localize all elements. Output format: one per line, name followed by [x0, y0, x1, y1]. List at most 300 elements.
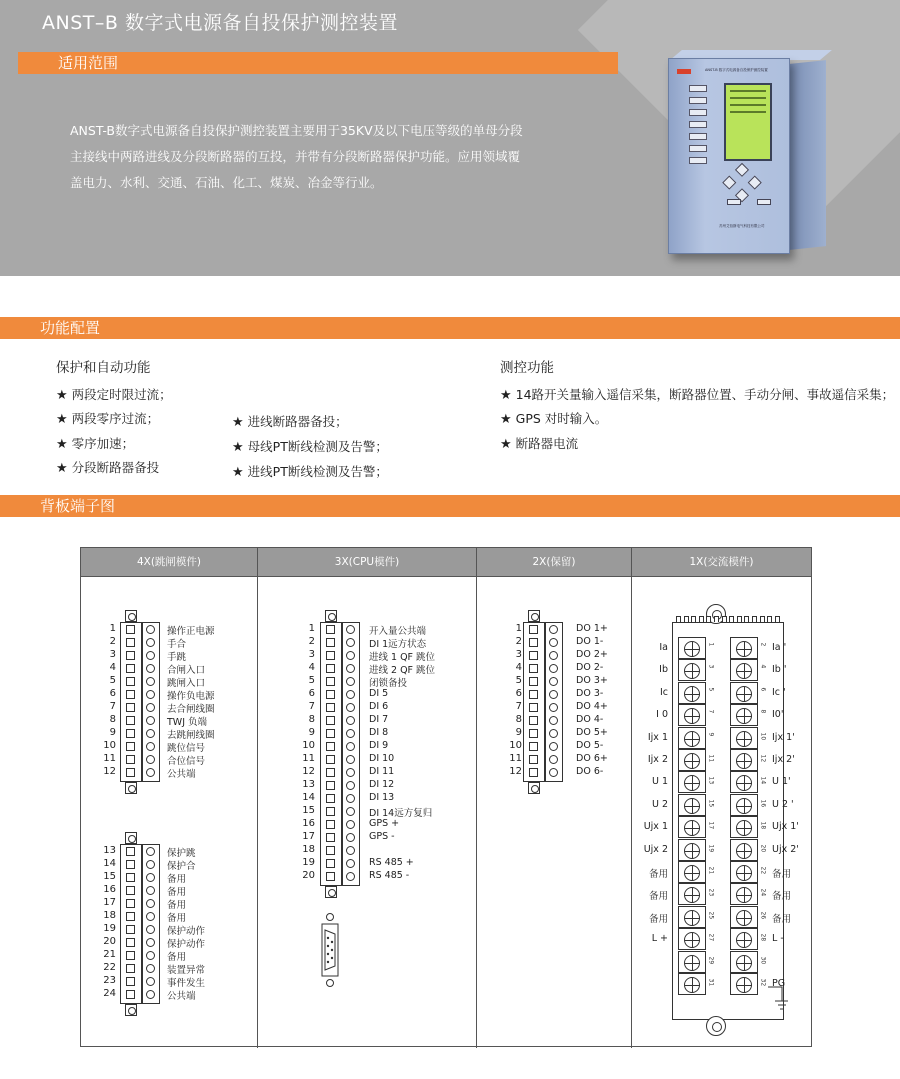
star-icon: ★ [500, 412, 512, 427]
terminal-socket [326, 625, 335, 634]
terminal-label: DO 4+ [576, 701, 608, 712]
ac-label-left: Ib [659, 664, 668, 676]
pin-number: 22 [759, 866, 767, 875]
feature-item: ★ 母线PT断线检测及告警； [232, 439, 388, 455]
ac-terminal [730, 682, 758, 704]
terminal-number: 3 [515, 649, 522, 660]
terminal-label: 备用 [167, 887, 187, 898]
ac-label-right: U 1' [772, 776, 791, 788]
pin-number: 2 [759, 642, 767, 647]
terminal-contact [146, 690, 155, 699]
ac-terminal [730, 659, 758, 681]
terminal-contact [346, 742, 355, 751]
terminal-contact [146, 899, 155, 908]
terminal-socket [126, 768, 135, 777]
divider [476, 548, 477, 1048]
terminal-socket [326, 664, 335, 673]
header-4x: 4X(跳闸模件) [81, 548, 257, 576]
ac-label-left: 备用 [648, 913, 668, 925]
ac-terminal [730, 928, 758, 950]
terminal-socket [326, 755, 335, 764]
comb-tooth [714, 616, 719, 622]
divider [81, 576, 811, 577]
terminal-contact [146, 860, 155, 869]
terminal-label: 合闸入口 [167, 665, 206, 676]
ac-label-right: I0' [772, 709, 784, 721]
terminal-contact [146, 729, 155, 738]
pin-number: 12 [759, 754, 767, 763]
terminal-label: 去合闸线圈 [167, 704, 215, 715]
terminal-contact [146, 742, 155, 751]
terminal-label: DO 3- [576, 688, 604, 699]
terminal-contact [346, 872, 355, 881]
pin-number: 23 [707, 888, 715, 897]
terminal-label: DO 6- [576, 766, 604, 777]
ac-label-left: Ujx 2 [643, 843, 668, 855]
terminal-number: 10 [302, 740, 315, 751]
ac-terminal [678, 794, 706, 816]
terminal-contact [346, 859, 355, 868]
terminal-label: 闭锁备投 [369, 678, 408, 689]
terminal-contact [346, 820, 355, 829]
terminal-number: 24 [103, 988, 116, 999]
device-nameplate: ANST-B 数字式电源备自投保护测控装置 [705, 68, 768, 72]
ac-terminal [678, 682, 706, 704]
ac-label-left: 备用 [648, 891, 668, 903]
pin-number: 17 [707, 821, 715, 830]
terminal-socket [126, 729, 135, 738]
ac-terminal [730, 951, 758, 973]
ac-terminal [730, 637, 758, 659]
ac-terminal [678, 928, 706, 950]
terminal-label: 公共端 [167, 991, 196, 1002]
ac-label-left: L + [651, 933, 668, 945]
terminal-number: 4 [308, 662, 315, 673]
terminal-contact [549, 729, 558, 738]
pin-number: 30 [759, 956, 767, 964]
terminal-socket [126, 638, 135, 647]
terminal-label: DI 1远方状态 [369, 639, 427, 650]
ac-terminal [678, 861, 706, 883]
terminal-label: 保护动作 [167, 926, 206, 937]
terminal-socket [326, 768, 335, 777]
device-button [689, 157, 707, 164]
terminal-socket [529, 677, 538, 686]
terminal-number: 1 [308, 623, 315, 634]
terminal-label: 进线 2 QF 跳位 [369, 665, 436, 676]
terminal-label: 手合 [167, 639, 187, 650]
pin-number: 8 [759, 709, 767, 714]
device-image [668, 58, 790, 254]
protect-title: 保护和自动功能 [56, 360, 151, 376]
feature-item: ★ 分段断路器备投 [56, 460, 160, 476]
terminal-socket [126, 847, 135, 856]
terminal-number: 16 [302, 818, 315, 829]
terminal-socket [126, 977, 135, 986]
terminal-socket [529, 638, 538, 647]
terminal-number: 8 [515, 714, 522, 725]
ac-terminal [678, 704, 706, 726]
terminal-number: 4 [109, 662, 116, 673]
device-button [689, 145, 707, 152]
device-button [689, 85, 707, 92]
terminal-socket [529, 742, 538, 751]
terminal-number: 11 [302, 753, 315, 764]
mount-screw [125, 610, 137, 622]
device-button [757, 199, 771, 205]
ac-terminal [678, 839, 706, 861]
pin-number: 31 [707, 978, 715, 987]
terminal-label: GPS - [369, 831, 395, 842]
terminal-label: DI 5 [369, 688, 389, 699]
ac-terminal [678, 771, 706, 793]
divider [257, 548, 258, 1048]
terminal-label: DI 11 [369, 766, 395, 777]
pin-number: 29 [707, 956, 715, 964]
terminal-number: 19 [103, 923, 116, 934]
terminal-socket [326, 872, 335, 881]
ac-terminal [730, 794, 758, 816]
terminal-socket [126, 664, 135, 673]
terminal-number: 6 [308, 688, 315, 699]
terminal-contact [146, 925, 155, 934]
terminal-label: 开入量公共端 [369, 626, 427, 637]
terminal-contact [146, 651, 155, 660]
terminal-label: 装置异常 [167, 965, 206, 976]
terminal-contact [346, 755, 355, 764]
terminal-socket [326, 729, 335, 738]
terminal-contact [146, 768, 155, 777]
terminal-number: 12 [302, 766, 315, 777]
pin-number: 14 [759, 776, 767, 785]
comb-tooth [676, 616, 681, 622]
mount-screw [125, 782, 137, 794]
terminal-number: 20 [302, 870, 315, 881]
header-1x: 1X(交流模件) [632, 548, 811, 576]
feature-item: ★ 进线PT断线检测及告警； [232, 464, 388, 480]
ac-terminal [730, 883, 758, 905]
terminal-label: 备用 [167, 874, 187, 885]
terminal-contact [346, 651, 355, 660]
terminal-label: 操作正电源 [167, 626, 215, 637]
device-logo [677, 69, 691, 74]
comb-tooth [744, 616, 749, 622]
pin-number: 19 [707, 844, 715, 852]
terminal-contact [146, 938, 155, 947]
ac-terminal [730, 704, 758, 726]
ac-label-left: 备用 [648, 869, 668, 880]
terminal-socket [326, 690, 335, 699]
terminal-socket [529, 755, 538, 764]
terminal-contact [549, 690, 558, 699]
terminal-number: 21 [103, 949, 116, 960]
terminal-label: DI 9 [369, 740, 389, 751]
terminal-label: DI 7 [369, 714, 389, 725]
pin-number: 9 [707, 732, 715, 736]
terminal-label: DI 14远方复归 [369, 808, 433, 819]
ac-label-right: Ijx 1' [772, 731, 795, 743]
terminal-socket [126, 716, 135, 725]
terminal-number: 14 [103, 858, 116, 869]
ac-label-right: Ijx 2' [772, 754, 795, 765]
terminal-socket [126, 873, 135, 882]
terminal-contact [146, 755, 155, 764]
feature-item: ★ 零序加速； [56, 436, 135, 452]
ac-label-left: U 1 [651, 776, 668, 788]
terminal-number: 15 [302, 805, 315, 816]
feature-item: ★ 断路器电流 [500, 436, 579, 452]
terminal-label: DI 6 [369, 701, 389, 712]
terminal-label: DO 5- [576, 740, 604, 751]
terminal-number: 11 [509, 753, 522, 764]
device-button [727, 199, 741, 205]
page-title: ANST–B 数字式电源备自投保护测控装置 [42, 12, 398, 34]
mount-screw [125, 832, 137, 844]
terminal-socket [529, 625, 538, 634]
terminal-socket [126, 886, 135, 895]
terminal-label: 进线 1 QF 跳位 [369, 652, 436, 663]
terminal-label: DO 1- [576, 636, 604, 647]
terminal-contact [146, 625, 155, 634]
terminal-contact [549, 664, 558, 673]
terminal-label: TWJ 负端 [167, 717, 208, 728]
terminal-contact [346, 638, 355, 647]
terminal-socket [529, 716, 538, 725]
terminal-socket [326, 716, 335, 725]
terminal-contact [549, 755, 558, 764]
terminal-label: 公共端 [167, 769, 196, 780]
terminal-socket [126, 651, 135, 660]
terminal-socket [326, 794, 335, 803]
ac-terminal [730, 906, 758, 928]
terminal-label: 保护合 [167, 861, 196, 872]
ac-label-right: Ic ' [772, 686, 786, 698]
device-button [689, 97, 707, 104]
terminal-contact [549, 638, 558, 647]
ac-label-left: U 2 [651, 798, 668, 810]
ac-terminal [678, 727, 706, 749]
terminal-label: 跳闸入口 [167, 678, 206, 689]
section-title-scope: 适用范围 [58, 54, 119, 72]
terminal-contact [346, 768, 355, 777]
terminal-socket [126, 625, 135, 634]
terminal-contact [346, 690, 355, 699]
terminal-number: 11 [103, 753, 116, 764]
terminal-contact [346, 781, 355, 790]
ac-label-right: 备用 [772, 869, 792, 880]
terminal-number: 17 [103, 897, 116, 908]
comb-tooth [699, 616, 704, 622]
ac-terminal [678, 951, 706, 973]
pin-number: 26 [759, 911, 767, 919]
terminal-label: DO 3+ [576, 675, 608, 686]
pin-number: 1 [707, 642, 715, 647]
terminal-label: DI 8 [369, 727, 389, 738]
terminal-number: 2 [308, 636, 315, 647]
comb-tooth [722, 616, 727, 622]
terminal-contact [146, 703, 155, 712]
pin-number: 25 [707, 911, 715, 919]
terminal-number: 6 [109, 688, 116, 699]
star-icon: ★ [56, 437, 68, 452]
terminal-contact [549, 716, 558, 725]
terminal-socket [326, 742, 335, 751]
ac-label-right: L - [772, 933, 784, 945]
terminal-number: 9 [308, 727, 315, 738]
terminal-contact [346, 703, 355, 712]
ac-terminal [678, 816, 706, 838]
ac-terminal [678, 749, 706, 771]
terminal-label: DO 1+ [576, 623, 608, 634]
terminal-number: 9 [109, 727, 116, 738]
terminal-label: 保护动作 [167, 939, 206, 950]
ac-terminal [730, 861, 758, 883]
terminal-number: 12 [103, 766, 116, 777]
terminal-number: 9 [515, 727, 522, 738]
terminal-number: 4 [515, 662, 522, 673]
star-icon: ★ [500, 388, 512, 403]
terminal-label: 备用 [167, 952, 187, 963]
terminal-contact [549, 677, 558, 686]
terminal-number: 5 [515, 675, 522, 686]
terminal-socket [529, 768, 538, 777]
terminal-number: 7 [308, 701, 315, 712]
ac-label-right: 备用 [772, 913, 792, 925]
section-bar-functions [0, 317, 900, 339]
terminal-socket [126, 755, 135, 764]
header-2x: 2X(保留) [477, 548, 631, 576]
terminal-number: 5 [308, 675, 315, 686]
terminal-number: 17 [302, 831, 315, 842]
mount-screw [528, 782, 540, 794]
ac-label-left: I 0 [656, 709, 668, 721]
terminal-number: 14 [302, 792, 315, 803]
terminal-label: 保护跳 [167, 848, 196, 859]
terminal-contact [146, 990, 155, 999]
terminal-contact [146, 873, 155, 882]
terminal-contact [549, 625, 558, 634]
mount-screw [325, 610, 337, 622]
terminal-socket [326, 859, 335, 868]
terminal-number: 5 [109, 675, 116, 686]
terminal-number: 10 [103, 740, 116, 751]
ac-terminal [730, 749, 758, 771]
terminal-socket [126, 951, 135, 960]
star-icon: ★ [56, 388, 68, 403]
terminal-label: DO 2+ [576, 649, 608, 660]
terminal-contact [549, 742, 558, 751]
pin-number: 5 [707, 687, 715, 692]
terminal-label: 备用 [167, 913, 187, 924]
terminal-number: 23 [103, 975, 116, 986]
terminal-number: 18 [302, 844, 315, 855]
ac-terminal [678, 659, 706, 681]
terminal-contact [146, 664, 155, 673]
ac-terminal [678, 637, 706, 659]
terminal-label: 跳位信号 [167, 743, 206, 754]
terminal-contact [346, 833, 355, 842]
terminal-number: 13 [302, 779, 315, 790]
terminal-label: GPS + [369, 818, 400, 829]
terminal-socket [529, 729, 538, 738]
mount-screw [325, 886, 337, 898]
section-bar-scope [18, 52, 618, 74]
ac-terminal [730, 771, 758, 793]
terminal-number: 1 [515, 623, 522, 634]
terminal-contact [346, 677, 355, 686]
ac-terminal [730, 973, 758, 995]
terminal-socket [126, 964, 135, 973]
ac-label-right: Ujx 1' [772, 821, 799, 833]
terminal-contact [146, 847, 155, 856]
terminal-socket [529, 690, 538, 699]
terminal-label: DI 10 [369, 753, 395, 764]
terminal-contact [146, 677, 155, 686]
star-icon: ★ [232, 440, 244, 455]
terminal-number: 8 [308, 714, 315, 725]
pin-number: 18 [759, 821, 767, 830]
terminal-contact [346, 625, 355, 634]
pin-number: 24 [759, 888, 767, 897]
terminal-number: 13 [103, 845, 116, 856]
header-3x: 3X(CPU模件) [258, 548, 476, 576]
terminal-contact [346, 794, 355, 803]
ac-terminal [678, 906, 706, 928]
terminal-label: 操作负电源 [167, 691, 215, 702]
measure-title: 测控功能 [500, 360, 554, 376]
terminal-contact [549, 703, 558, 712]
intro-text: ANST-B数字式电源备自投保护测控装置主要用于35KV及以下电压等级的单母分段主接线中两路进线及分段断路器的互投，并带有分段断路器保护功能。应用领域覆盖电力、水利、交通、石油、化工、煤炭、冶金等行业。 [70, 123, 523, 190]
ac-terminal [730, 816, 758, 838]
ac-label-left: Ijx 1 [647, 731, 668, 743]
terminal-label: RS 485 - [369, 870, 410, 881]
ac-label-right: Ib ' [772, 664, 787, 676]
section-bar-terminal [0, 495, 900, 517]
terminal-contact [146, 886, 155, 895]
terminal-number: 3 [308, 649, 315, 660]
terminal-number: 1 [109, 623, 116, 634]
terminal-number: 12 [509, 766, 522, 777]
pin-number: 21 [707, 866, 715, 875]
terminal-number: 20 [103, 936, 116, 947]
terminal-label: 手跳 [167, 652, 187, 663]
pin-number: 10 [759, 732, 767, 740]
feature-item: ★ GPS 对时输入。 [500, 411, 608, 427]
pin-number: 11 [707, 754, 715, 763]
terminal-socket [126, 690, 135, 699]
comb-tooth [767, 616, 772, 622]
terminal-socket [126, 860, 135, 869]
terminal-label: DO 2- [576, 662, 604, 673]
divider [631, 548, 632, 1048]
ac-label-left: Ic [659, 686, 668, 698]
terminal-number: 7 [515, 701, 522, 712]
ac-terminal [730, 839, 758, 861]
terminal-label: 去跳闸线圈 [167, 730, 215, 741]
terminal-socket [529, 651, 538, 660]
section-title-terminal: 背板端子图 [40, 497, 116, 515]
comb-tooth [706, 616, 711, 622]
terminal-label: 事件发生 [167, 978, 206, 989]
terminal-label: DO 6+ [576, 753, 608, 764]
ac-terminal [678, 883, 706, 905]
star-icon: ★ [56, 461, 68, 476]
terminal-contact [146, 638, 155, 647]
comb-tooth [752, 616, 757, 622]
device-lcd [724, 83, 772, 161]
ac-label-left: Ia [659, 642, 668, 653]
terminal-number: 10 [509, 740, 522, 751]
